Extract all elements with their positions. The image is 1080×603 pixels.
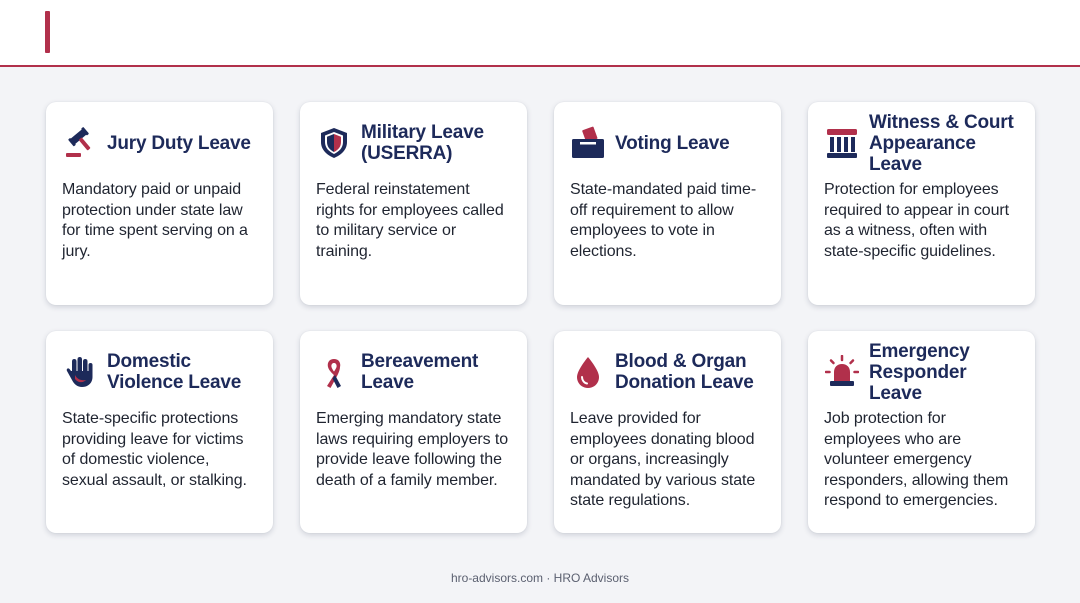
card-description: State-specific protections providing leave for victims of domestic violence, sexual assault, or stalking. [62, 410, 247, 489]
blood-drop-icon [570, 354, 606, 390]
card-voting-leave [554, 102, 781, 305]
header-accent-bar [45, 11, 50, 53]
card-title: Domestic Violence Leave [107, 351, 242, 393]
footer-text: hro-advisors.com · HRO Advisors [450, 571, 630, 585]
shield-icon [316, 125, 352, 161]
siren-icon [824, 354, 860, 390]
card-description: Emerging mandatory state laws requiring employers to provide leave following the death of a family member. [316, 410, 509, 489]
card-description: Protection for employees required to appear in court as a witness, often with state-specific guidelines. [824, 181, 1009, 260]
card-description: State-mandated paid time-off requirement to allow employees to vote in elections. [570, 181, 757, 260]
card-emergency-responder-leave [808, 331, 1035, 533]
card-description: Federal reinstatement rights for employees called to military service or training. [316, 181, 504, 260]
card-title: Voting Leave [615, 132, 730, 154]
card-title: Witness & Court Appearance Leave [869, 111, 1014, 175]
card-description: Job protection for employees who are volunteer emergency responders, allowing them respond to emergencies. [824, 410, 1009, 509]
card-title: Bereavement Leave [361, 351, 479, 393]
card-domestic-violence-leave [46, 331, 273, 533]
card-blood-organ-donation-leave [554, 331, 781, 533]
ballot-box-icon [570, 125, 606, 161]
card-description: Leave provided for employees donating blood or organs, increasingly mandated by various state state regulations. [570, 410, 756, 509]
card-description: Mandatory paid or unpaid protection under state law for time spent serving on a jury. [62, 181, 248, 260]
ribbon-icon [316, 354, 352, 390]
card-jury-duty-leave [46, 102, 273, 305]
card-title: Blood & Organ Donation Leave [615, 351, 754, 393]
courthouse-icon [824, 125, 860, 161]
card-title: Military Leave (USERRA) [361, 122, 484, 164]
card-title: Emergency Responder Leave [869, 340, 970, 404]
gavel-icon [62, 125, 98, 161]
card-bereavement-leave [300, 331, 527, 533]
header-bar [0, 0, 1080, 67]
card-military-leave [300, 102, 527, 305]
raised-hand-icon [62, 354, 98, 390]
card-title: Jury Duty Leave [107, 132, 251, 154]
leave-types-grid [46, 102, 1034, 533]
card-witness-court-leave [808, 102, 1035, 305]
